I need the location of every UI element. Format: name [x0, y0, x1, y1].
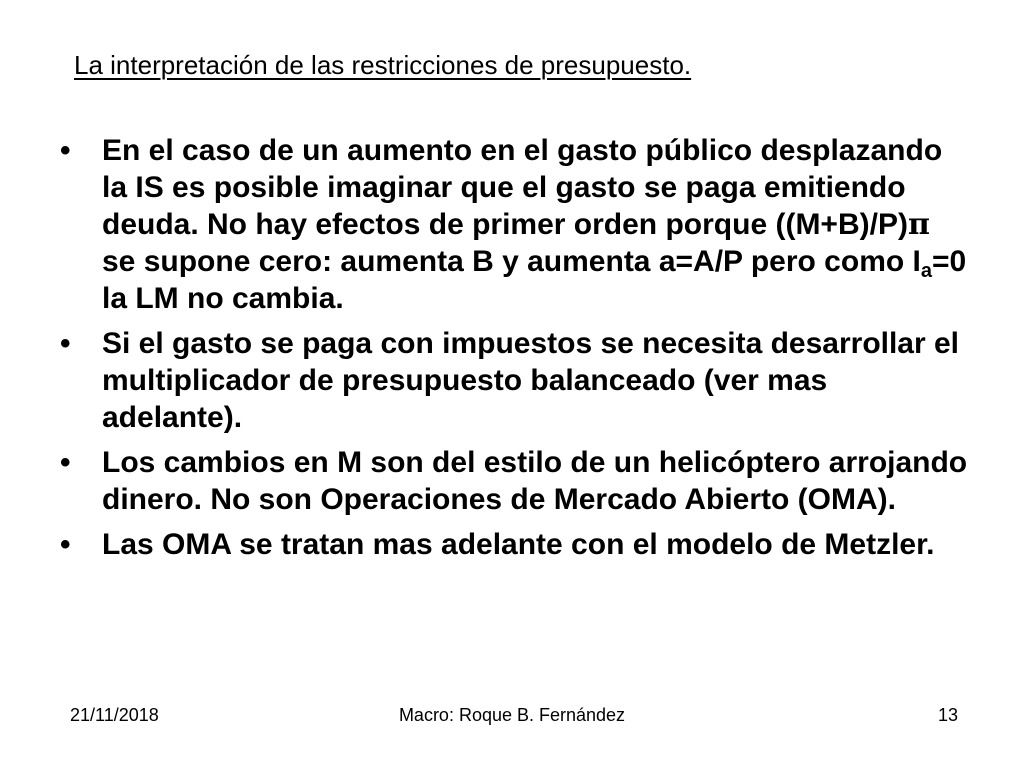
slide-title: La interpretación de las restricciones de presupuesto. — [74, 50, 692, 80]
bullet-marker: • — [60, 327, 71, 360]
bullet-text: Si el gasto se paga con impuestos se necesita desarrollar el multiplicador de presupuesto balanceado (ver mas adelante). — [102, 327, 960, 434]
bullet-marker: • — [60, 528, 71, 561]
bullet-list — [60, 132, 970, 571]
bullet-marker: • — [60, 446, 71, 479]
bullet-text-part: se supone cero: aumenta B y aumenta a=A/P pero como I — [102, 245, 921, 278]
bullet-marker: • — [60, 134, 71, 167]
bullet-text-part: En el caso de un aumento en el gasto público desplazando la IS es posible imaginar que el gasto se paga emitiendo deuda. No hay efectos de primer orden porque ((M+B)/P) — [102, 134, 943, 241]
footer-author: Macro: Roque B. Fernández — [398, 705, 626, 725]
footer-date: 21/11/2018 — [70, 705, 159, 725]
bullet-item-2 — [60, 325, 970, 436]
subscript-a: a — [920, 260, 932, 282]
bullet-text-part: =0 la LM no cambia. — [102, 245, 967, 315]
bullet-item-1 — [60, 132, 970, 317]
pi-symbol: π — [907, 207, 930, 242]
page-number: 13 — [937, 705, 958, 725]
bullet-item-3 — [60, 444, 970, 518]
bullet-item-4 — [60, 526, 970, 563]
bullet-text: Las OMA se tratan mas adelante con el modelo de Metzler. — [102, 528, 935, 561]
bullet-text: Los cambios en M son del estilo de un helicóptero arrojando dinero. No son Operaciones de Mercado Abierto (OMA). — [102, 446, 968, 516]
